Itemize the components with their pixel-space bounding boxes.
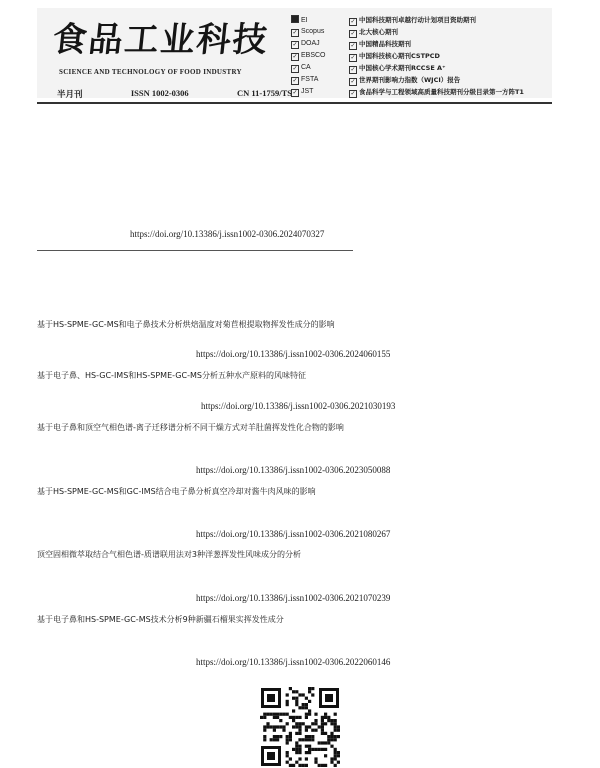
qr-module (286, 700, 289, 703)
qr-module (289, 764, 292, 767)
qr-module (263, 713, 266, 716)
qr-module (308, 700, 311, 703)
qr-module (305, 757, 308, 760)
checkbox-icon: ✓ (350, 18, 356, 25)
journal-frequency: 半月刊 (57, 89, 83, 99)
index-item: ✓ 中国科技期刊卓越行动计划项目资助期刊 (350, 16, 476, 25)
qr-module (327, 735, 330, 738)
qr-module (314, 719, 317, 722)
qr-module (298, 725, 301, 728)
qr-module (308, 751, 311, 754)
qr-module (266, 722, 269, 725)
qr-module (298, 738, 301, 741)
qr-module (282, 729, 285, 732)
qr-module (273, 716, 276, 719)
qr-module (295, 690, 298, 693)
qr-module (311, 687, 314, 690)
qr-module (334, 719, 337, 722)
qr-module (334, 722, 337, 725)
reference-doi-link[interactable]: https://doi.org/10.13386/j.issn1002-0306.2024060155 (196, 349, 391, 359)
journal-masthead (37, 8, 552, 98)
checkbox-icon: ✓ (350, 78, 356, 85)
qr-module (302, 706, 305, 709)
qr-module (324, 748, 327, 751)
qr-module (314, 761, 317, 764)
checkbox-icon: ✓ (292, 90, 298, 96)
qr-module (334, 725, 337, 728)
qr-module (308, 709, 311, 712)
qr-module (318, 748, 321, 751)
qr-module (270, 713, 273, 716)
qr-module (311, 729, 314, 732)
database-item: ✓ FSTA (292, 76, 319, 84)
qr-module (279, 719, 282, 722)
qr-module (292, 716, 295, 719)
qr-module (286, 713, 289, 716)
qr-module (330, 722, 333, 725)
qr-module (318, 725, 321, 728)
qr-module (295, 722, 298, 725)
qr-module (292, 697, 295, 700)
qr-module (305, 706, 308, 709)
journal-issn-line (57, 88, 292, 100)
qr-module (314, 748, 317, 751)
qr-module (327, 738, 330, 741)
checkbox-icon: ✓ (292, 78, 298, 84)
qr-module (324, 716, 327, 719)
qr-module (311, 693, 314, 696)
qr-module (337, 761, 340, 764)
index-item: ✓ 中国科技核心期刊CSTPCD (350, 52, 440, 61)
journal-title: 食品工业科技 (50, 20, 271, 60)
qr-module (305, 751, 308, 754)
qr-module (305, 697, 308, 700)
qr-code (260, 687, 340, 767)
qr-module (311, 722, 314, 725)
qr-module (298, 751, 301, 754)
masthead-rule (37, 102, 552, 104)
qr-module (330, 719, 333, 722)
checkbox-icon: ✓ (350, 30, 356, 37)
database-item: ✓ CA (292, 64, 311, 72)
qr-module (314, 757, 317, 760)
qr-module (286, 761, 289, 764)
qr-module (286, 738, 289, 741)
qr-module (321, 716, 324, 719)
qr-module (308, 735, 311, 738)
qr-module (324, 764, 327, 767)
qr-module (321, 764, 324, 767)
index-item: ✓ 食品科学与工程领域高质量科技期刊分级目录第一方阵T1 (350, 88, 524, 97)
qr-module (292, 719, 295, 722)
qr-module (263, 725, 266, 728)
database-list (291, 14, 326, 98)
checkbox-icon: ✓ (292, 66, 298, 72)
qr-module (308, 713, 311, 716)
qr-module (308, 748, 311, 751)
checkbox-icon: ✓ (350, 90, 356, 97)
qr-module (286, 754, 289, 757)
qr-module (286, 703, 289, 706)
qr-module (292, 690, 295, 693)
qr-module (295, 700, 298, 703)
qr-module (321, 722, 324, 725)
qr-module (330, 761, 333, 764)
qr-module (334, 748, 337, 751)
qr-module (324, 754, 327, 757)
qr-module (298, 757, 301, 760)
qr-module (298, 716, 301, 719)
qr-module (273, 713, 276, 716)
checkbox-icon: ✓ (350, 54, 356, 61)
qr-module (314, 729, 317, 732)
qr-module (337, 725, 340, 728)
qr-module (334, 754, 337, 757)
qr-module (266, 713, 269, 716)
qr-module (311, 748, 314, 751)
index-item: ✓ 中国精品科技期刊 (350, 40, 411, 49)
qr-module (302, 764, 305, 767)
qr-module (334, 729, 337, 732)
index-list (349, 14, 524, 98)
reference-title: 顶空固相微萃取结合气相色谱-质谱联用法对3种洋葱挥发性风味成分的分析 (37, 550, 301, 559)
reference-title: 基于电子鼻和HS-SPME-GC-MS技术分析9种新疆石榴果实挥发性成分 (37, 615, 284, 624)
qr-module (327, 719, 330, 722)
qr-module (279, 735, 282, 738)
database-item: ✓ EBSCO (292, 52, 326, 60)
qr-module (324, 741, 327, 744)
qr-module (295, 732, 298, 735)
qr-module (273, 735, 276, 738)
journal-issn: ISSN 1002-0306 (130, 88, 189, 98)
qr-module (314, 722, 317, 725)
article-doi-link[interactable]: https://doi.org/10.13386/j.issn1002-0306.2024070327 (130, 229, 325, 239)
journal-subtitle: SCIENCE AND TECHNOLOGY OF FOOD INDUSTRY (59, 68, 242, 76)
qr-module (282, 713, 285, 716)
checkbox-icon: ✓ (292, 54, 298, 60)
qr-module (298, 732, 301, 735)
qr-module (279, 713, 282, 716)
qr-module (276, 735, 279, 738)
qr-module (321, 748, 324, 751)
qr-module (289, 716, 292, 719)
qr-module (298, 764, 301, 767)
qr-module (263, 716, 266, 719)
qr-module (330, 735, 333, 738)
journal-cn: CN 11-1759/TS (236, 88, 292, 98)
qr-module (330, 732, 333, 735)
qr-module (302, 703, 305, 706)
qr-module (308, 690, 311, 693)
index-item: ✓ 北大核心期刊 (350, 28, 398, 37)
qr-module (324, 713, 327, 716)
qr-module (263, 738, 266, 741)
qr-module (279, 725, 282, 728)
qr-module (334, 713, 337, 716)
qr-module (286, 722, 289, 725)
qr-module (292, 709, 295, 712)
qr-module (289, 757, 292, 760)
qr-module (298, 748, 301, 751)
qr-module (295, 751, 298, 754)
qr-module (298, 722, 301, 725)
qr-module (276, 738, 279, 741)
qr-module (298, 693, 301, 696)
qr-module (276, 713, 279, 716)
qr-module (286, 751, 289, 754)
qr-module (314, 713, 317, 716)
qr-module (273, 725, 276, 728)
qr-module (295, 703, 298, 706)
qr-module (295, 741, 298, 744)
qr-module (282, 725, 285, 728)
checkbox-icon: ✓ (350, 42, 356, 49)
reference-doi-link[interactable]: https://doi.org/10.13386/j.issn1002-0306.2021080267 (196, 529, 391, 539)
qr-module (318, 764, 321, 767)
qr-module (305, 703, 308, 706)
qr-module (321, 719, 324, 722)
qr-module (327, 716, 330, 719)
qr-module (305, 745, 308, 748)
qr-module (334, 738, 337, 741)
checkbox-icon: ✓ (292, 30, 298, 36)
checkbox-icon: ✓ (292, 42, 298, 48)
qr-module (305, 725, 308, 728)
qr-module (305, 735, 308, 738)
qr-module (292, 748, 295, 751)
qr-module (292, 725, 295, 728)
qr-module (289, 738, 292, 741)
qr-module (273, 738, 276, 741)
qr-module (295, 761, 298, 764)
qr-module (302, 738, 305, 741)
qr-module (337, 735, 340, 738)
qr-module (266, 725, 269, 728)
database-item: ✓ Scopus (292, 28, 325, 36)
qr-module (324, 722, 327, 725)
qr-module (305, 764, 308, 767)
qr-module (337, 751, 340, 754)
qr-module (334, 764, 337, 767)
qr-module (334, 757, 337, 760)
qr-module (308, 738, 311, 741)
qr-module (321, 732, 324, 735)
qr-module (330, 757, 333, 760)
qr-module (276, 725, 279, 728)
qr-module (308, 745, 311, 748)
qr-module (302, 693, 305, 696)
qr-module (295, 697, 298, 700)
qr-module (330, 738, 333, 741)
reference-title: 基于电子鼻、HS-GC-IMS和HS-SPME-GC-MS分析五种水产原料的风味特征 (37, 371, 306, 380)
qr-module (298, 706, 301, 709)
qr-module (327, 741, 330, 744)
reference-title: 基于HS-SPME-GC-MS和电子鼻技术分析烘焙温度对菊苣根提取物挥发性成分的影响 (37, 320, 335, 329)
qr-module (305, 716, 308, 719)
qr-module (263, 729, 266, 732)
qr-module (298, 729, 301, 732)
qr-module (263, 735, 266, 738)
qr-module (289, 732, 292, 735)
qr-module (289, 687, 292, 690)
qr-module (273, 729, 276, 732)
qr-module (311, 738, 314, 741)
reference-doi-link[interactable]: https://doi.org/10.13386/j.issn1002-0306.2023050088 (196, 465, 391, 475)
qr-module (292, 764, 295, 767)
qr-module (330, 745, 333, 748)
qr-module (321, 729, 324, 732)
qr-module (286, 741, 289, 744)
qr-module (270, 725, 273, 728)
qr-module (305, 738, 308, 741)
reference-doi-link[interactable]: https://doi.org/10.13386/j.issn1002-0306.2022060146 (196, 657, 391, 667)
reference-title: 基于HS-SPME-GC-MS和GC-IMS结合电子鼻分析真空冷却对酱牛肉风味的影响 (37, 487, 316, 496)
qr-module (321, 725, 324, 728)
database-item: EI (291, 14, 326, 26)
qr-module (260, 716, 263, 719)
qr-module (295, 725, 298, 728)
qr-module (298, 745, 301, 748)
qr-module (337, 754, 340, 757)
qr-module (337, 729, 340, 732)
qr-module (334, 751, 337, 754)
index-item: ✓ 中国核心学术期刊RCCSE A⁺ (350, 64, 446, 73)
qr-module (321, 741, 324, 744)
qr-module (305, 729, 308, 732)
qr-module (308, 725, 311, 728)
qr-module (270, 738, 273, 741)
qr-module (324, 732, 327, 735)
checkbox-icon (291, 15, 299, 23)
article-doi-rule (37, 250, 353, 251)
qr-module (295, 748, 298, 751)
reference-doi-link[interactable]: https://doi.org/10.13386/j.issn1002-0306.2021070239 (196, 593, 391, 603)
qr-module (334, 735, 337, 738)
qr-module (311, 735, 314, 738)
qr-module (286, 693, 289, 696)
reference-doi-link[interactable]: https://doi.org/10.13386/j.issn1002-0306.2021030193 (201, 401, 396, 411)
qr-module (302, 722, 305, 725)
qr-module (286, 735, 289, 738)
qr-module (308, 687, 311, 690)
reference-title: 基于电子鼻和顶空气相色谱-离子迁移谱分析不同干燥方式对羊肚菌挥发性化合物的影响 (37, 423, 344, 432)
qr-module (305, 713, 308, 716)
qr-module (276, 716, 279, 719)
database-item: ✓ JST (292, 88, 314, 96)
qr-module (318, 741, 321, 744)
qr-module (295, 716, 298, 719)
index-item: ✓ 世界期刊影响力指数（WJCI）报告 (350, 76, 461, 85)
checkbox-icon: ✓ (350, 66, 356, 73)
qr-module (289, 735, 292, 738)
qr-module (295, 745, 298, 748)
database-item: ✓ DOAJ (292, 40, 320, 48)
